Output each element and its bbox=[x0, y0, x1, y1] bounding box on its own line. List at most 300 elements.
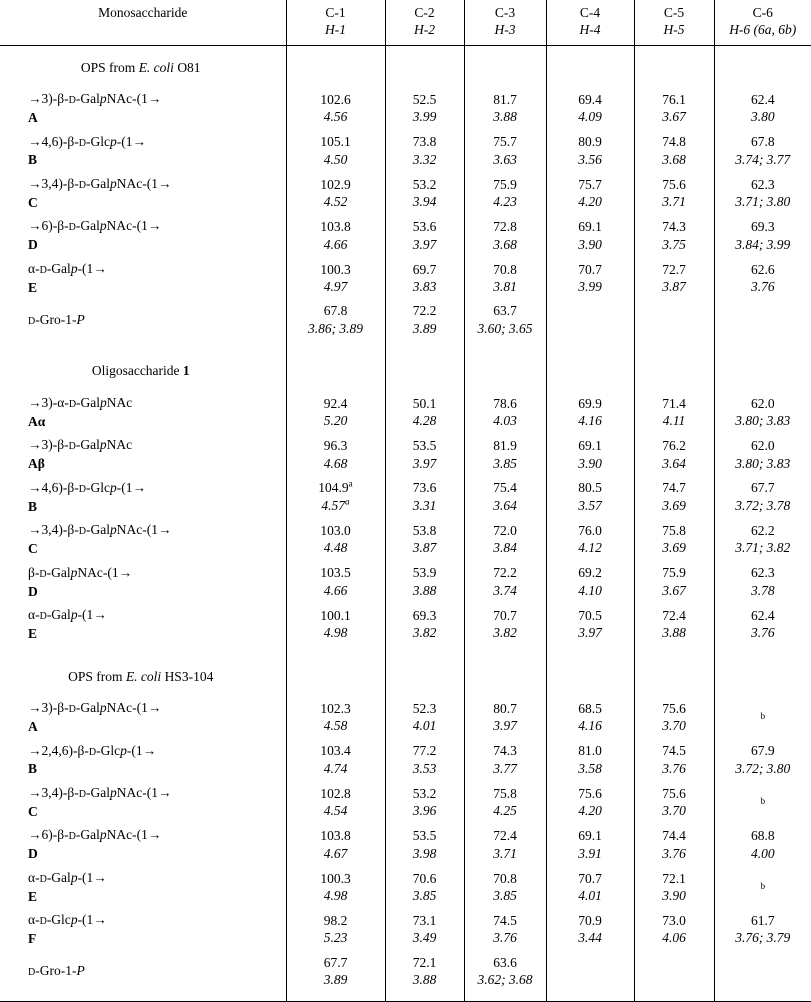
proton-shift: 4.28 bbox=[412, 413, 437, 429]
spacer-cell bbox=[286, 340, 385, 349]
header-carbon-2: C-2 bbox=[414, 5, 435, 20]
proton-shift: 3.56 bbox=[578, 151, 602, 167]
carbon-shift: 72.2 bbox=[493, 565, 517, 581]
table-row bbox=[0, 433, 811, 475]
spacer-cell bbox=[714, 45, 811, 87]
monosaccharide-cell bbox=[0, 433, 286, 475]
spacer-cell bbox=[634, 992, 714, 1002]
proton-shift: 4.09 bbox=[578, 109, 602, 125]
shift-cell-c4 bbox=[546, 299, 634, 340]
carbon-shift: 75.6 bbox=[578, 785, 602, 801]
carbon-shift: 75.6 bbox=[662, 700, 686, 716]
proton-shift: 4.06 bbox=[662, 930, 686, 946]
proton-shift: 3.86; 3.89 bbox=[307, 320, 364, 336]
carbon-shift: 102.3 bbox=[320, 700, 351, 716]
shift-cell-c2 bbox=[385, 299, 464, 340]
residue-label: B bbox=[28, 152, 38, 168]
shift-cell-c3 bbox=[464, 781, 546, 823]
proton-shift: 3.87 bbox=[662, 279, 686, 295]
carbon-shift: 62.4 bbox=[750, 607, 775, 623]
spacer-cell bbox=[385, 349, 464, 391]
proton-shift: 3.85 bbox=[493, 888, 517, 904]
carbon-shift: 74.3 bbox=[662, 219, 686, 235]
structure-formula: →3)-β-d-GalpNAc-(1→ bbox=[28, 700, 162, 716]
proton-shift: 3.62; 3.68 bbox=[477, 972, 533, 988]
carbon-shift: 63.7 bbox=[493, 303, 517, 319]
table-row bbox=[0, 781, 811, 823]
shift-cell-c6 bbox=[714, 130, 811, 172]
structure-formula: →3,4)-β-d-GalpNAc-(1→ bbox=[28, 784, 172, 800]
carbon-shift: 70.6 bbox=[412, 870, 437, 886]
header-proton-5: H-5 bbox=[663, 22, 685, 38]
shift-cell-c4 bbox=[546, 739, 634, 781]
proton-shift: 3.70 bbox=[662, 718, 686, 734]
monosaccharide-cell bbox=[0, 866, 286, 908]
proton-shift: 3.88 bbox=[662, 625, 686, 641]
monosaccharide-cell bbox=[0, 130, 286, 172]
shift-cell-c1 bbox=[286, 823, 385, 865]
carbon-shift: 62.3 bbox=[750, 176, 775, 192]
table-row bbox=[0, 391, 811, 433]
shift-cell-c3 bbox=[464, 476, 546, 518]
carbon-shift: 75.8 bbox=[493, 785, 517, 801]
carbon-shift: 69.1 bbox=[578, 438, 602, 454]
shift-cell-c5 bbox=[634, 781, 714, 823]
shift-cell-c6 bbox=[714, 908, 811, 950]
shift-cell-c6 bbox=[714, 299, 811, 340]
proton-shift: 4.23 bbox=[493, 194, 517, 210]
proton-shift: 3.97 bbox=[412, 236, 437, 252]
section-spacer bbox=[0, 646, 811, 655]
proton-shift: 3.67 bbox=[662, 109, 686, 125]
proton-shift: 3.89 bbox=[323, 972, 348, 988]
residue-label: Aβ bbox=[28, 456, 45, 472]
carbon-shift: 62.4 bbox=[750, 91, 775, 107]
section-title: Oligosaccharide 1 bbox=[0, 349, 286, 391]
structure-formula: →6)-β-d-GalpNAc-(1→ bbox=[28, 827, 162, 843]
shift-cell-c4 bbox=[546, 603, 634, 645]
carbon-shift: 75.8 bbox=[662, 522, 686, 538]
header-carbon-5: C-5 bbox=[663, 5, 685, 20]
carbon-shift: 63.6 bbox=[493, 954, 517, 970]
proton-shift: 3.78 bbox=[750, 582, 775, 598]
structure-formula: →3)-β-d-GalpNAc bbox=[28, 437, 133, 453]
spacer-cell bbox=[464, 45, 546, 87]
shift-cell-c5 bbox=[634, 561, 714, 603]
structure-formula: β-d-GalpNAc-(1→ bbox=[28, 564, 133, 580]
shift-cell-c5 bbox=[634, 87, 714, 129]
spacer-cell bbox=[286, 45, 385, 87]
header-monosaccharide-label: Monosaccharide bbox=[98, 5, 188, 20]
carbon-shift: 50.1 bbox=[412, 395, 437, 411]
structure-formula: d-Gro-1-P bbox=[28, 963, 85, 979]
shift-cell-c4 bbox=[546, 781, 634, 823]
carbon-shift: 68.5 bbox=[578, 700, 602, 716]
shift-cell-c2 bbox=[385, 172, 464, 214]
carbon-shift: 76.1 bbox=[662, 91, 686, 107]
proton-shift: 3.84 bbox=[493, 540, 517, 556]
carbon-shift: 72.8 bbox=[493, 219, 517, 235]
carbon-shift: 76.0 bbox=[578, 522, 602, 538]
carbon-shift: 69.1 bbox=[578, 219, 602, 235]
shift-cell-c4 bbox=[546, 87, 634, 129]
proton-shift: 4.20 bbox=[578, 194, 602, 210]
proton-shift: 4.74 bbox=[323, 760, 348, 776]
carbon-shift: 62.3 bbox=[750, 565, 775, 581]
carbon-shift: 102.8 bbox=[320, 785, 351, 801]
shift-cell-c5 bbox=[634, 603, 714, 645]
carbon-shift: 105.1 bbox=[320, 134, 351, 150]
header-carbon-1: C-1 bbox=[325, 5, 346, 20]
shift-cell-c1 bbox=[286, 781, 385, 823]
shift-cell-c5 bbox=[634, 433, 714, 475]
proton-shift: 4.66 bbox=[323, 236, 348, 252]
carbon-shift: 52.5 bbox=[412, 91, 437, 107]
shift-cell-c3 bbox=[464, 696, 546, 738]
carbon-shift: 53.5 bbox=[412, 438, 437, 454]
shift-cell-c3 bbox=[464, 561, 546, 603]
proton-shift: 4.98 bbox=[323, 888, 348, 904]
table-row bbox=[0, 87, 811, 129]
carbon-shift: 103.8 bbox=[320, 828, 351, 844]
shift-cell-c2 bbox=[385, 739, 464, 781]
proton-shift: 3.76 bbox=[662, 845, 686, 861]
table-row bbox=[0, 257, 811, 299]
shift-cell-c5 bbox=[634, 214, 714, 256]
spacer-cell bbox=[286, 655, 385, 697]
monosaccharide-cell bbox=[0, 561, 286, 603]
carbon-shift: 100.3 bbox=[320, 261, 351, 277]
carbon-shift: 52.3 bbox=[412, 700, 437, 716]
residue-label: E bbox=[28, 279, 38, 295]
footnote-marker: b bbox=[760, 711, 766, 722]
carbon-shift: 77.2 bbox=[412, 743, 437, 759]
proton-shift: 4.97 bbox=[323, 279, 348, 295]
carbon-shift: 75.9 bbox=[662, 565, 686, 581]
carbon-shift: 96.3 bbox=[323, 438, 348, 454]
proton-shift: 4.67 bbox=[323, 845, 348, 861]
table-row bbox=[0, 603, 811, 645]
carbon-shift: 70.7 bbox=[578, 870, 602, 886]
proton-shift: 3.81 bbox=[493, 279, 517, 295]
carbon-shift: 74.3 bbox=[493, 743, 517, 759]
proton-shift: 4.58 bbox=[323, 718, 348, 734]
structure-formula: →3)-β-d-GalpNAc-(1→ bbox=[28, 91, 162, 107]
shift-cell-c4 bbox=[546, 391, 634, 433]
table-row bbox=[0, 561, 811, 603]
shift-cell-c6 bbox=[714, 823, 811, 865]
carbon-shift: 62.0 bbox=[750, 438, 775, 454]
carbon-shift: 69.4 bbox=[578, 91, 602, 107]
carbon-shift: 72.1 bbox=[412, 954, 437, 970]
structure-formula: →2,4,6)-β-d-Glcp-(1→ bbox=[28, 742, 157, 758]
carbon-shift: 67.9 bbox=[750, 743, 775, 759]
header-carbon-3: C-3 bbox=[494, 5, 516, 20]
carbon-shift: 103.5 bbox=[320, 565, 351, 581]
shift-cell-c2 bbox=[385, 433, 464, 475]
shift-cell-c5 bbox=[634, 908, 714, 950]
shift-cell-c6 bbox=[714, 781, 811, 823]
carbon-shift: 53.2 bbox=[412, 785, 437, 801]
carbon-shift: 72.7 bbox=[662, 261, 686, 277]
table-row bbox=[0, 739, 811, 781]
carbon-shift: 72.2 bbox=[412, 303, 437, 319]
shift-cell-c2 bbox=[385, 603, 464, 645]
proton-shift: 3.58 bbox=[578, 760, 602, 776]
spacer-cell bbox=[286, 646, 385, 655]
shift-cell-c1 bbox=[286, 391, 385, 433]
shift-cell-c1 bbox=[286, 561, 385, 603]
structure-formula: →4,6)-β-d-Glcp-(1→ bbox=[28, 133, 146, 149]
proton-shift: 3.91 bbox=[578, 845, 602, 861]
carbon-shift: 69.7 bbox=[412, 261, 437, 277]
shift-cell-c3 bbox=[464, 299, 546, 340]
carbon-shift: 62.0 bbox=[750, 395, 775, 411]
table-row bbox=[0, 696, 811, 738]
spacer-cell bbox=[385, 45, 464, 87]
carbon-shift: 72.4 bbox=[493, 828, 517, 844]
residue-label: C bbox=[28, 803, 38, 819]
shift-cell-c5 bbox=[634, 951, 714, 992]
carbon-shift: 74.5 bbox=[662, 743, 686, 759]
shift-cell-c3 bbox=[464, 433, 546, 475]
carbon-shift: 75.4 bbox=[493, 480, 517, 496]
shift-cell-c3 bbox=[464, 908, 546, 950]
shift-cell-c6 bbox=[714, 739, 811, 781]
proton-shift: 4.68 bbox=[323, 455, 348, 471]
header-proton-2: H-2 bbox=[414, 22, 435, 38]
monosaccharide-cell bbox=[0, 87, 286, 129]
shift-cell-c6 bbox=[714, 87, 811, 129]
carbon-shift: 74.7 bbox=[662, 480, 686, 496]
proton-shift: 4.00 bbox=[750, 845, 775, 861]
shift-cell-c1 bbox=[286, 172, 385, 214]
carbon-shift: 73.1 bbox=[412, 912, 437, 928]
carbon-shift: 72.1 bbox=[662, 870, 686, 886]
monosaccharide-cell bbox=[0, 518, 286, 560]
carbon-shift: 75.9 bbox=[493, 176, 517, 192]
shift-cell-c1 bbox=[286, 87, 385, 129]
carbon-shift: 72.4 bbox=[662, 607, 686, 623]
proton-shift: 3.83 bbox=[412, 279, 437, 295]
proton-shift: 3.88 bbox=[493, 109, 517, 125]
monosaccharide-cell bbox=[0, 603, 286, 645]
shift-cell-c4 bbox=[546, 696, 634, 738]
proton-shift: 4.66 bbox=[323, 582, 348, 598]
proton-shift: 3.67 bbox=[662, 582, 686, 598]
monosaccharide-cell bbox=[0, 696, 286, 738]
shift-cell-c4 bbox=[546, 476, 634, 518]
structure-formula: α-d-Galp-(1→ bbox=[28, 607, 107, 623]
residue-label: A bbox=[28, 109, 38, 125]
proton-shift: 3.89 bbox=[412, 320, 437, 336]
proton-shift: 4.20 bbox=[578, 803, 602, 819]
proton-shift: 5.23 bbox=[323, 930, 348, 946]
shift-cell-c1 bbox=[286, 433, 385, 475]
shift-cell-c5 bbox=[634, 696, 714, 738]
header-carbon-4: C-4 bbox=[579, 5, 601, 20]
shift-cell-c2 bbox=[385, 781, 464, 823]
shift-cell-c5 bbox=[634, 130, 714, 172]
shift-cell-c4 bbox=[546, 866, 634, 908]
carbon-shift: 53.6 bbox=[412, 219, 437, 235]
carbon-shift: 73.6 bbox=[412, 480, 437, 496]
spacer-cell bbox=[634, 655, 714, 697]
residue-label: C bbox=[28, 541, 38, 557]
spacer-cell bbox=[546, 655, 634, 697]
carbon-shift: 69.2 bbox=[578, 565, 602, 581]
header-col-2 bbox=[385, 0, 464, 45]
carbon-shift: 74.4 bbox=[662, 828, 686, 844]
header-proton-3: H-3 bbox=[494, 22, 516, 38]
shift-cell-c5 bbox=[634, 518, 714, 560]
residue-label: C bbox=[28, 194, 38, 210]
spacer-cell bbox=[634, 45, 714, 87]
table-body bbox=[0, 45, 811, 1002]
proton-shift: 3.70 bbox=[662, 803, 686, 819]
footnote-marker: b bbox=[760, 796, 766, 807]
spacer-cell bbox=[0, 992, 286, 1002]
header-monosaccharide bbox=[0, 0, 286, 45]
proton-shift: 4.50 bbox=[323, 151, 348, 167]
shift-cell-c2 bbox=[385, 130, 464, 172]
header-col-1 bbox=[286, 0, 385, 45]
proton-shift: 3.76 bbox=[493, 930, 517, 946]
proton-shift: 5.20 bbox=[323, 413, 348, 429]
shift-cell-c6 bbox=[714, 257, 811, 299]
carbon-shift: 53.9 bbox=[412, 565, 437, 581]
spacer-cell bbox=[714, 655, 811, 697]
spacer-cell bbox=[0, 340, 286, 349]
shift-cell-c1 bbox=[286, 130, 385, 172]
monosaccharide-cell bbox=[0, 257, 286, 299]
monosaccharide-cell bbox=[0, 476, 286, 518]
shift-cell-c6 bbox=[714, 866, 811, 908]
shift-cell-c6 bbox=[714, 433, 811, 475]
carbon-shift: 72.0 bbox=[493, 522, 517, 538]
table-row bbox=[0, 299, 811, 340]
carbon-shift: 80.7 bbox=[493, 700, 517, 716]
carbon-shift: 102.9 bbox=[320, 176, 351, 192]
shift-cell-c2 bbox=[385, 391, 464, 433]
spacer-cell bbox=[634, 349, 714, 391]
shift-cell-c4 bbox=[546, 130, 634, 172]
shift-cell-c3 bbox=[464, 866, 546, 908]
shift-cell-c1 bbox=[286, 257, 385, 299]
spacer-cell bbox=[286, 349, 385, 391]
carbon-shift: 81.9 bbox=[493, 438, 517, 454]
carbon-shift: 67.8 bbox=[750, 134, 775, 150]
monosaccharide-cell bbox=[0, 823, 286, 865]
carbon-shift: 76.2 bbox=[662, 438, 686, 454]
carbon-shift: 81.7 bbox=[493, 91, 517, 107]
proton-shift: 3.76; 3.79 bbox=[735, 930, 791, 946]
table-row bbox=[0, 172, 811, 214]
shift-cell-c5 bbox=[634, 866, 714, 908]
carbon-shift: 69.3 bbox=[412, 607, 437, 623]
shift-cell-c4 bbox=[546, 214, 634, 256]
proton-shift: 3.71; 3.82 bbox=[735, 540, 791, 556]
shift-cell-c2 bbox=[385, 561, 464, 603]
header-col-6 bbox=[714, 0, 811, 45]
proton-shift: 3.88 bbox=[412, 972, 437, 988]
section-spacer bbox=[0, 992, 811, 1002]
carbon-shift: 67.8 bbox=[323, 303, 348, 319]
carbon-shift: 69.3 bbox=[750, 219, 775, 235]
carbon-shift: 103.4 bbox=[320, 743, 351, 759]
structure-formula: α-d-Glcp-(1→ bbox=[28, 912, 107, 928]
carbon-shift: 74.8 bbox=[662, 134, 686, 150]
table-row bbox=[0, 866, 811, 908]
shift-cell-c6 bbox=[714, 561, 811, 603]
spacer-cell bbox=[385, 655, 464, 697]
shift-cell-c2 bbox=[385, 951, 464, 992]
proton-shift: 4.57$^a$ bbox=[321, 496, 350, 513]
proton-shift: 3.76 bbox=[750, 625, 775, 641]
proton-shift: 3.80; 3.83 bbox=[735, 455, 791, 471]
monosaccharide-cell bbox=[0, 172, 286, 214]
shift-cell-c2 bbox=[385, 257, 464, 299]
spacer-cell bbox=[464, 992, 546, 1002]
proton-shift: 3.44 bbox=[578, 930, 602, 946]
structure-formula: →3,4)-β-d-GalpNAc-(1→ bbox=[28, 175, 172, 191]
shift-cell-c6 bbox=[714, 518, 811, 560]
shift-cell-c1 bbox=[286, 214, 385, 256]
carbon-shift: 73.0 bbox=[662, 912, 686, 928]
carbon-shift: 75.6 bbox=[662, 785, 686, 801]
residue-label: A bbox=[28, 718, 38, 734]
proton-shift: 3.90 bbox=[662, 888, 686, 904]
spacer-cell bbox=[634, 340, 714, 349]
footnote-marker: b bbox=[760, 881, 766, 892]
table-row bbox=[0, 476, 811, 518]
proton-shift: 4.16 bbox=[578, 413, 602, 429]
residue-label: E bbox=[28, 625, 38, 641]
carbon-shift: 73.8 bbox=[412, 134, 437, 150]
monosaccharide-cell bbox=[0, 951, 286, 992]
carbon-shift: 103.8 bbox=[320, 219, 351, 235]
residue-label: D bbox=[28, 583, 38, 599]
spacer-cell bbox=[546, 992, 634, 1002]
monosaccharide-cell bbox=[0, 908, 286, 950]
proton-shift: 3.53 bbox=[412, 760, 437, 776]
carbon-shift: 80.5 bbox=[578, 480, 602, 496]
shift-cell-c3 bbox=[464, 214, 546, 256]
section-title: OPS from E. coli O81 bbox=[0, 45, 286, 87]
shift-cell-c5 bbox=[634, 172, 714, 214]
structure-formula: α-d-Galp-(1→ bbox=[28, 260, 107, 276]
proton-shift: 3.90 bbox=[578, 455, 602, 471]
structure-formula: →4,6)-β-d-Glcp-(1→ bbox=[28, 479, 146, 495]
carbon-shift: 70.9 bbox=[578, 912, 602, 928]
spacer-cell bbox=[0, 646, 286, 655]
shift-cell-c3 bbox=[464, 87, 546, 129]
spacer-cell bbox=[546, 340, 634, 349]
proton-shift: 3.68 bbox=[662, 151, 686, 167]
shift-cell-c2 bbox=[385, 696, 464, 738]
proton-shift: 4.12 bbox=[578, 540, 602, 556]
residue-label: F bbox=[28, 931, 37, 947]
spacer-cell bbox=[546, 349, 634, 391]
shift-cell-c2 bbox=[385, 908, 464, 950]
proton-shift: 3.90 bbox=[578, 236, 602, 252]
proton-shift: 3.32 bbox=[412, 151, 437, 167]
proton-shift: 3.64 bbox=[493, 498, 517, 513]
header-col-3 bbox=[464, 0, 546, 45]
shift-cell-c2 bbox=[385, 518, 464, 560]
proton-shift: 3.72; 3.80 bbox=[735, 760, 791, 776]
proton-shift: 3.94 bbox=[412, 194, 437, 210]
